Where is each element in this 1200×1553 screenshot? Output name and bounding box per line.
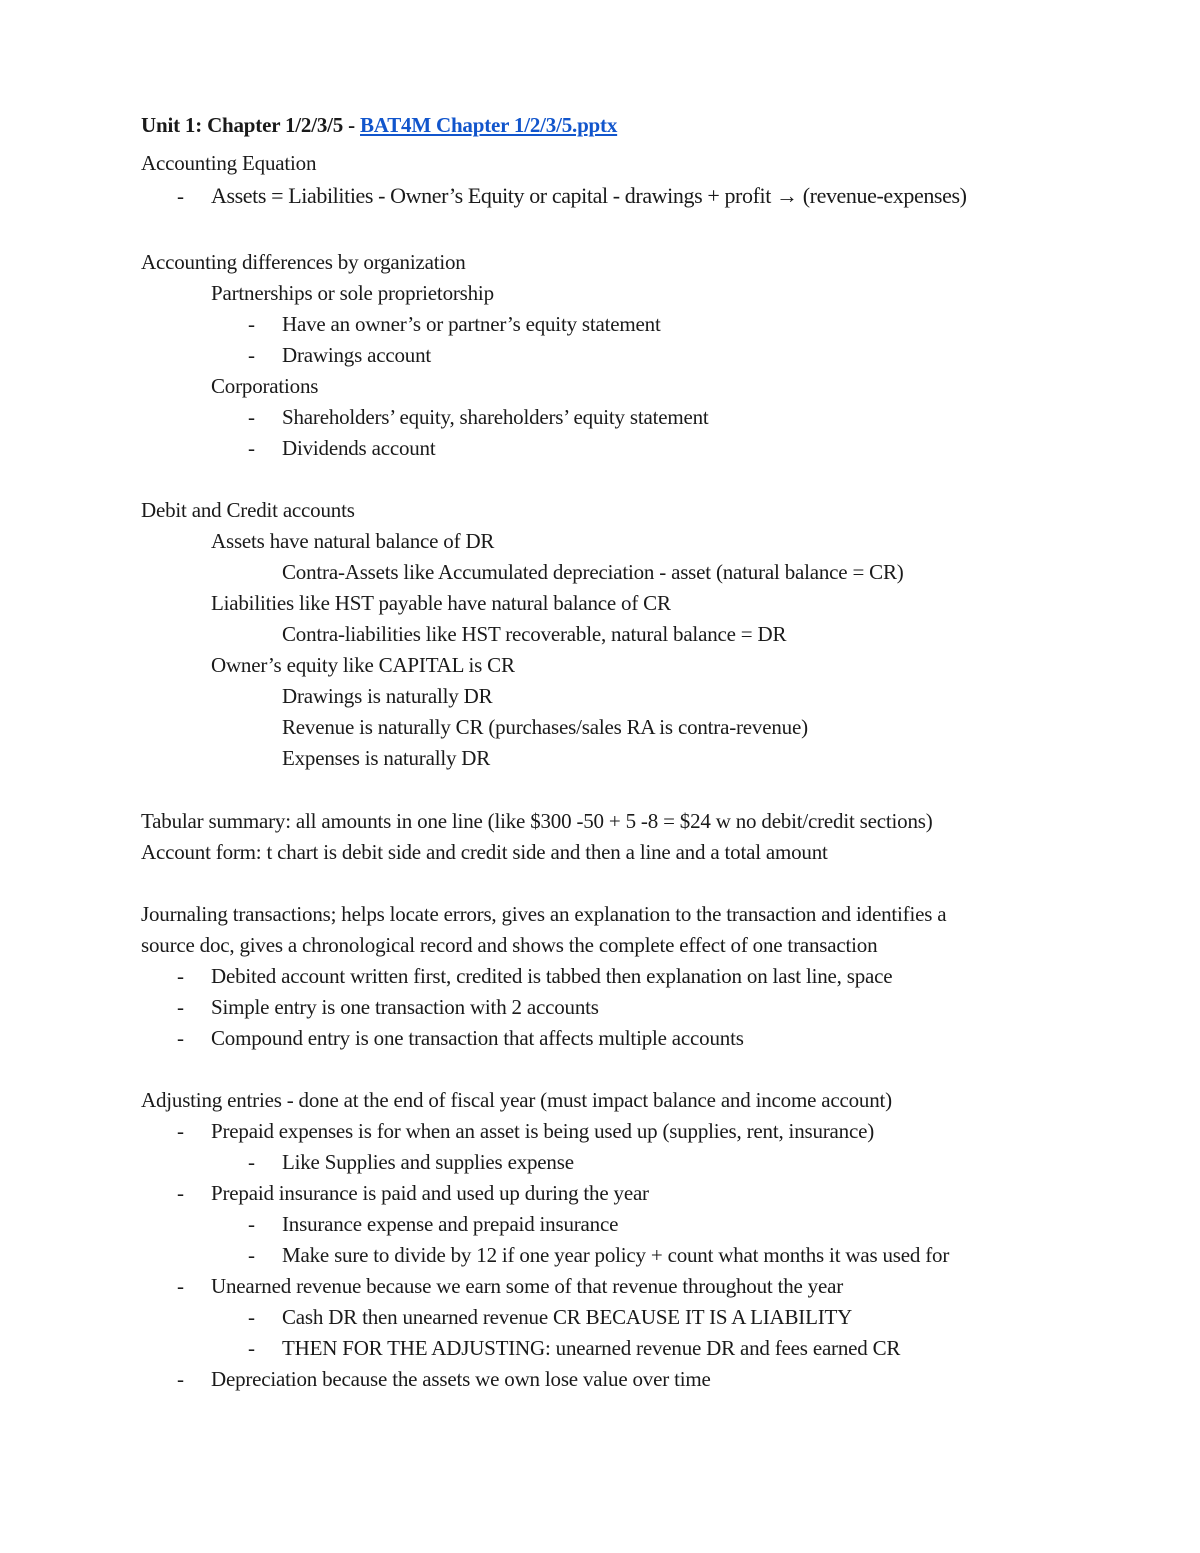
bullet-dash: -	[177, 1274, 184, 1298]
bullet-dash: -	[248, 436, 255, 460]
list-item: Make sure to divide by 12 if one year policy + count what months it was used for	[282, 1243, 950, 1267]
bullet-dash: -	[248, 343, 255, 367]
list-item: Prepaid insurance is paid and used up during the year	[211, 1181, 649, 1205]
bullet-dash: -	[177, 1026, 184, 1050]
list-item: Shareholders’ equity, shareholders’ equity statement	[282, 405, 709, 429]
bullet-dash: -	[177, 1367, 184, 1391]
heading-accounting-equation: Accounting Equation	[141, 151, 317, 175]
heading-adjusting-entries: Adjusting entries - done at the end of fiscal year (must impact balance and income account)	[141, 1088, 892, 1112]
bullet-dash: -	[248, 405, 255, 429]
text-line: Drawings is naturally DR	[282, 684, 493, 708]
bullet-dash: -	[248, 1212, 255, 1236]
bullet-dash: -	[248, 1305, 255, 1329]
bullet-dash: -	[248, 1243, 255, 1267]
pptx-link[interactable]: BAT4M Chapter 1/2/3/5.pptx	[360, 113, 618, 137]
text-line: Revenue is naturally CR (purchases/sales RA is contra-revenue)	[282, 715, 808, 739]
list-item: Depreciation because the assets we own lose value over time	[211, 1367, 711, 1391]
bullet-dash: -	[177, 964, 184, 988]
bullet-dash: -	[177, 995, 184, 1019]
text-line: Contra-Assets like Accumulated depreciation - asset (natural balance = CR)	[282, 560, 904, 584]
bullet-dash: -	[248, 1150, 255, 1174]
list-item: Like Supplies and supplies expense	[282, 1150, 574, 1174]
bullet-dash: -	[177, 1181, 184, 1205]
text-line: Account form: t chart is debit side and credit side and then a line and a total amount	[141, 840, 828, 864]
text-line: Liabilities like HST payable have natural balance of CR	[211, 591, 671, 615]
title-prefix: Unit 1: Chapter 1/2/3/5 -	[141, 113, 360, 137]
list-item: Prepaid expenses is for when an asset is being used up (supplies, rent, insurance)	[211, 1119, 875, 1143]
page-title	[141, 112, 617, 138]
list-item: Have an owner’s or partner’s equity statement	[282, 312, 661, 336]
text-line: Owner’s equity like CAPITAL is CR	[211, 653, 515, 677]
list-item: THEN FOR THE ADJUSTING: unearned revenue DR and fees earned CR	[282, 1336, 901, 1360]
heading-org-differences: Accounting differences by organization	[141, 250, 466, 274]
bullet-dash: -	[248, 312, 255, 336]
heading-debit-credit: Debit and Credit accounts	[141, 498, 355, 522]
subheading-partnerships: Partnerships or sole proprietorship	[211, 281, 494, 305]
list-item: Unearned revenue because we earn some of that revenue throughout the year	[211, 1274, 844, 1298]
list-item: Insurance expense and prepaid insurance	[282, 1212, 619, 1236]
subheading-corporations: Corporations	[211, 374, 319, 398]
list-item: Simple entry is one transaction with 2 accounts	[211, 995, 599, 1019]
list-item: Dividends account	[282, 436, 436, 460]
bullet-dash: -	[177, 184, 184, 208]
equation-item: Assets = Liabilities - Owner’s Equity or capital - drawings + profit → (revenue-expenses)	[211, 183, 967, 208]
bullet-dash: -	[248, 1336, 255, 1360]
text-line: Contra-liabilities like HST recoverable, natural balance = DR	[282, 622, 787, 646]
list-item: Cash DR then unearned revenue CR BECAUSE IT IS A LIABILITY	[282, 1305, 853, 1329]
text-line: Assets have natural balance of DR	[211, 529, 495, 553]
bullet-dash: -	[177, 1119, 184, 1143]
paragraph-line: source doc, gives a chronological record and shows the complete effect of one transaction	[141, 933, 878, 957]
list-item: Debited account written first, credited is tabbed then explanation on last line, space	[211, 964, 893, 988]
list-item: Drawings account	[282, 343, 431, 367]
text-line: Expenses is naturally DR	[282, 746, 491, 770]
text-line: Tabular summary: all amounts in one line (like $300 -50 + 5 -8 = $24 w no debit/credit sections)	[141, 809, 933, 833]
paragraph-line: Journaling transactions; helps locate errors, gives an explanation to the transaction and identifies a	[141, 902, 947, 926]
list-item: Compound entry is one transaction that affects multiple accounts	[211, 1026, 744, 1050]
